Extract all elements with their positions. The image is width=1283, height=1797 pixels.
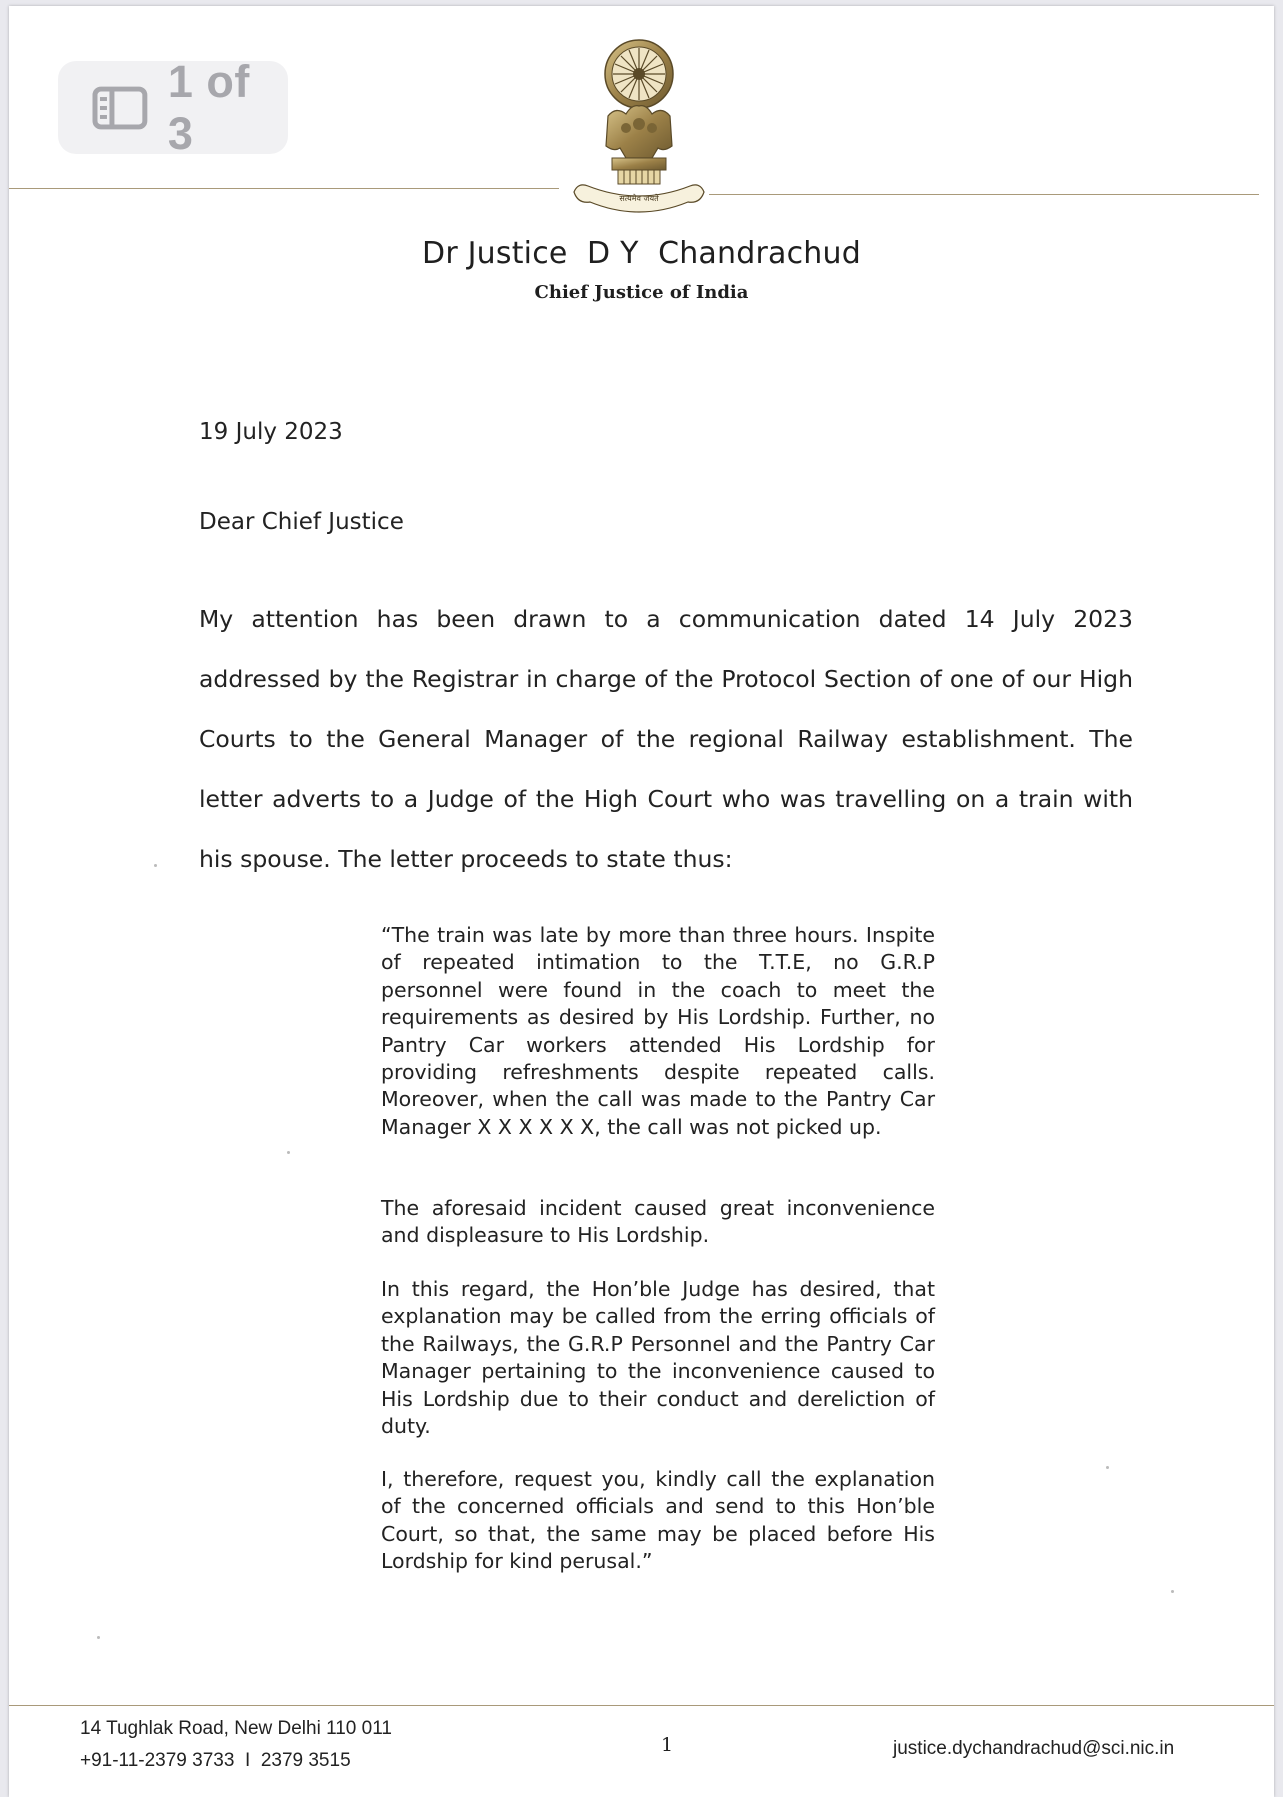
sidebar-pages-icon	[92, 86, 148, 130]
quoted-paragraph: In this regard, the Hon’ble Judge has desired, that explanation may be called from the erring officials of the Railways, the G.R.P Personnel and the Pantry Car Manager pertaining to the inconvenience caused to His Lordship due to their conduct and dereliction of duty.	[381, 1277, 935, 1439]
scan-speck	[1106, 1466, 1109, 1469]
author-name: Dr Justice D Y Chandrachud	[422, 236, 861, 271]
page-indicator-label: 1 of 3	[167, 55, 250, 159]
scan-speck	[154, 864, 157, 867]
salutation: Dear Chief Justice	[199, 509, 404, 535]
scan-speck	[287, 1151, 290, 1154]
scan-speck	[1171, 1590, 1174, 1593]
footer-email[interactable]: justice.dychandrachud@sci.nic.in	[893, 1738, 1175, 1759]
page-indicator[interactable]	[58, 55, 288, 159]
footer-rule	[9, 1705, 1274, 1706]
header-rule-right	[709, 194, 1259, 195]
ashoka-emblem-icon	[568, 36, 710, 218]
quoted-paragraph: “The train was late by more than three hours. Inspite of repeated intimation to the T.T.E, no G.R.P personnel were found in the coach to meet the requirements as desired by His Lordship. Further, no Pantry Car workers attended His Lordship for providing refreshments despite repeated calls. Moreover, when the call was made to the Pantry Car Manager X X X X X X, the call was not picked up.	[381, 923, 935, 1139]
quoted-paragraph: The aforesaid incident caused great inconvenience and displeasure to His Lordship.	[381, 1196, 935, 1248]
page-number: 1	[661, 1734, 674, 1756]
author-title: Chief Justice of India	[534, 282, 749, 303]
body-paragraph: My attention has been drawn to a communication dated 14 July 2023 addressed by the Registrar in charge of the Protocol Section of one of our High Courts to the General Manager of the regional Railway establishment. The letter adverts to a Judge of the High Court who was travelling on a train with his spouse. The letter proceeds to state thus:	[199, 605, 1133, 873]
quoted-paragraph: I, therefore, request you, kindly call the explanation of the concerned officials and send to this Hon’ble Court, so that, the same may be placed before His Lordship for kind perusal.”	[381, 1467, 935, 1574]
emblem-motto: सत्यमेव जयते	[619, 194, 659, 203]
letter-date: 19 July 2023	[199, 419, 343, 445]
letter-page	[9, 6, 1274, 1797]
scan-speck	[97, 1636, 100, 1639]
footer-phone: +91-11-2379 3733 I 2379 3515	[80, 1750, 351, 1771]
footer-address: 14 Tughlak Road, New Delhi 110 011	[80, 1718, 392, 1739]
header-rule-left	[9, 188, 559, 189]
